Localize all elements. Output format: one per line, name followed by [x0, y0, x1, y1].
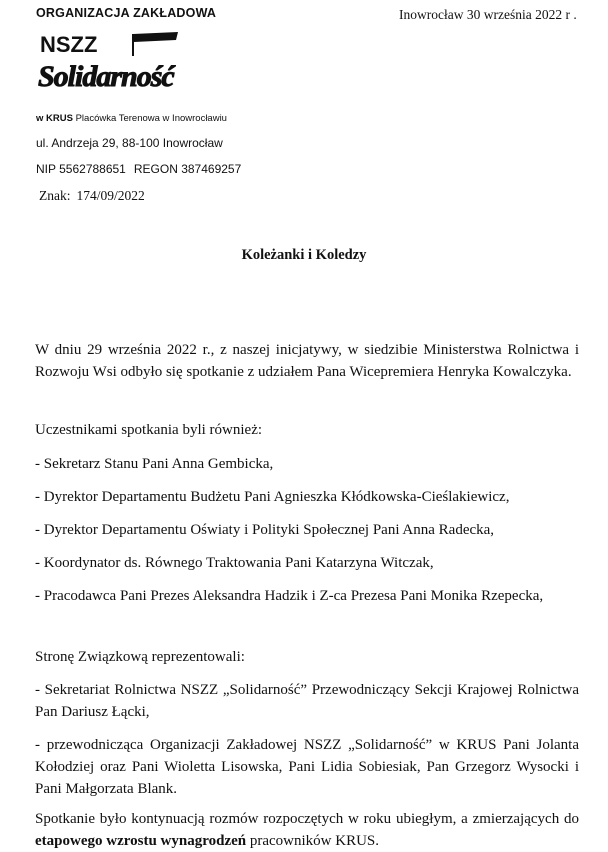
paragraph-3: Stronę Związkową reprezentowali: [35, 649, 245, 665]
participant-item: - Pracodawca Pani Prezes Aleksandra Hadzik i Z-ca Prezesa Pani Monika Rzepecka, [35, 588, 544, 604]
paragraph-4: Spotkanie było kontynuacją rozmów rozpoczętych w roku ubiegłym, a zmierzających do etapowego wzrostu wynagrodzeń pracowników KRUS. [35, 811, 579, 849]
nip: NIP 5562788651 [36, 162, 126, 176]
organization-name: ORGANIZACJA ZAKŁADOWA [36, 6, 217, 20]
reference-number: Znak: 174/09/2022 [39, 188, 145, 203]
participant-item: - Dyrektor Departamentu Budżetu Pani Agnieszka Kłódkowska-Cieślakiewicz, [35, 489, 510, 505]
union-rep-item: - przewodnicząca Organizacji Zakładowej NSZZ „Solidarność” w KRUS Pani Jolanta Kołodziej oraz Pani Wioletta Lisowska, Pani Lidia Sobiesiak, Pan Grzegorz Wysocki i Pani Małgorzata Blank. [35, 737, 579, 797]
participant-item: - Dyrektor Departamentu Oświaty i Polityki Społecznej Pani Anna Radecka, [35, 522, 495, 538]
branch-line: w KRUS Placówka Terenowa w Inowrocławiu [36, 113, 227, 124]
paragraph-2: Uczestnikami spotkania byli również: [35, 422, 263, 438]
salutation: Koleżanki i Koledzy [241, 247, 367, 263]
svg-text:Solidarność: Solidarność [38, 60, 174, 93]
participant-item: - Sekretarz Stanu Pani Anna Gembicka, [35, 456, 274, 472]
paragraph-1: W dniu 29 września 2022 r., z naszej inicjatywy, w siedzibie Ministerstwa Rolnictwa i Rozwoju Wsi odbyło się spotkanie z udziałem Pana Wicepremiera Henryka Kowalczyka. [35, 342, 579, 380]
svg-text:NSZZ: NSZZ [40, 32, 98, 57]
participant-item: - Koordynator ds. Równego Traktowania Pani Katarzyna Witczak, [35, 555, 434, 571]
tax-ids [36, 162, 241, 176]
solidarnosc-logo [38, 30, 188, 98]
union-rep-item: - Sekretariat Rolnictwa NSZZ „Solidarność” Przewodniczący Sekcji Krajowej Rolnictwa Pan Dariusz Łącki, [35, 682, 579, 720]
salary-increase-emphasis: etapowego wzrostu wynagrodzeń [35, 833, 247, 849]
flag-icon [133, 32, 178, 56]
address: ul. Andrzeja 29, 88-100 Inowrocław [36, 136, 223, 150]
regon: REGON 387469257 [133, 162, 242, 176]
place-and-date: Inowrocław 30 września 2022 r . [399, 7, 577, 22]
